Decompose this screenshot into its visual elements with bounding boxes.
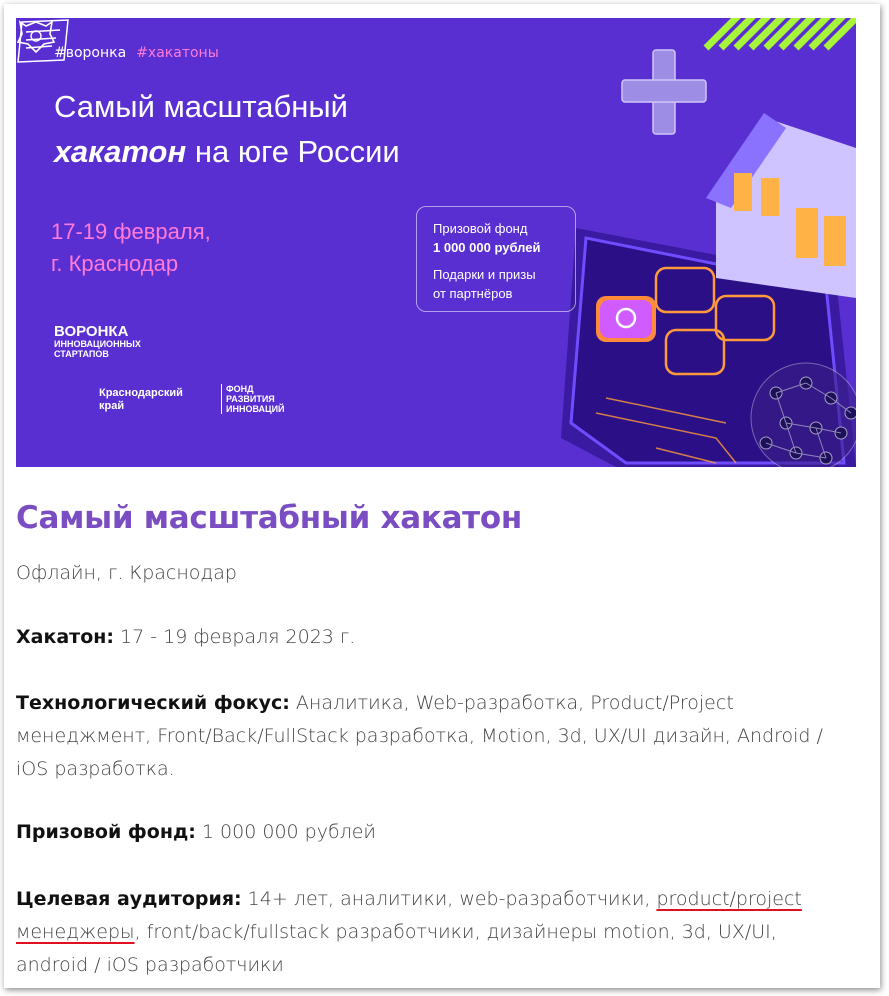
banner-tag-hackathons: #хакатоны <box>136 45 219 61</box>
event-format: Офлайн, г. Краснодар <box>16 562 237 584</box>
tech-focus-value: Аналитика, Web-разработка, Product/Project менеджмент, Front/Back/FullStack разработка, Motion, 3d, UX/UI дизайн, Android / iOS разработка. <box>16 692 823 780</box>
krasnodar-kray-line1: Краснодарский <box>99 387 183 399</box>
banner-dates <box>51 216 211 280</box>
target-audience-post: , front/back/fullstack разработчики, дизайнеры motion, 3d, UX/UI, android / iOS разработчики <box>16 921 777 976</box>
prize-fund-label: Призовой фонд: <box>16 821 196 843</box>
article-card <box>4 4 880 988</box>
banner-prize-line2: 1 000 000 рублей <box>433 240 541 255</box>
target-audience-highlight: product/project менеджеры <box>16 888 802 943</box>
banner-prize-line3: Подарки и призы <box>433 267 536 282</box>
hackathon-label: Хакатон: <box>16 626 114 648</box>
banner-title-bold: хакатон <box>54 134 187 169</box>
voronka-logo-title: ВОРОНКА <box>54 323 129 340</box>
banner-dates-line2: г. Краснодар <box>51 251 179 276</box>
banner-prize-box <box>416 206 576 312</box>
hackathon-dates-paragraph <box>16 621 846 654</box>
prize-fund-value: 1 000 000 рублей <box>195 821 376 843</box>
banner-title-rest: на юге России <box>186 134 400 169</box>
voronka-logo-sub1: ИННОВАЦИОННЫХ <box>54 339 141 349</box>
article-heading: Самый масштабный хакатон <box>16 500 522 536</box>
voronka-logo-sub2: СТАРТАПОВ <box>54 349 109 359</box>
voronka-logo <box>54 324 141 359</box>
innovation-fund-line2: РАЗВИТИЯ <box>226 394 275 404</box>
target-audience-paragraph <box>16 883 846 982</box>
prize-fund-paragraph <box>16 816 846 849</box>
coat-of-arms-icon <box>16 18 56 54</box>
innovation-fund-line3: ИННОВАЦИЙ <box>226 404 285 414</box>
hackathon-value: 17 - 19 февраля 2023 г. <box>113 626 356 648</box>
krasnodar-kray-logo <box>99 387 183 413</box>
target-audience-label: Целевая аудитория: <box>16 888 242 910</box>
krasnodar-kray-line2: край <box>99 400 125 412</box>
innovation-fund-logo <box>221 384 285 414</box>
banner-prize-line1: Призовой фонд <box>433 221 528 236</box>
hackathon-banner-image <box>16 18 856 467</box>
banner-tags <box>54 45 219 61</box>
banner-title-line1: Самый масштабный <box>54 89 348 124</box>
innovation-fund-line1: ФОНД <box>226 384 254 394</box>
tech-focus-paragraph <box>16 687 846 786</box>
banner-title <box>54 84 400 174</box>
banner-prize-line4: от партнёров <box>433 286 513 301</box>
banner-dates-line1: 17-19 февраля, <box>51 219 211 244</box>
tech-focus-label: Технологический фокус: <box>16 692 290 714</box>
target-audience-pre: 14+ лет, аналитики, web-разработчики, <box>241 888 657 910</box>
banner-tag-voronka: #воронка <box>54 45 127 61</box>
